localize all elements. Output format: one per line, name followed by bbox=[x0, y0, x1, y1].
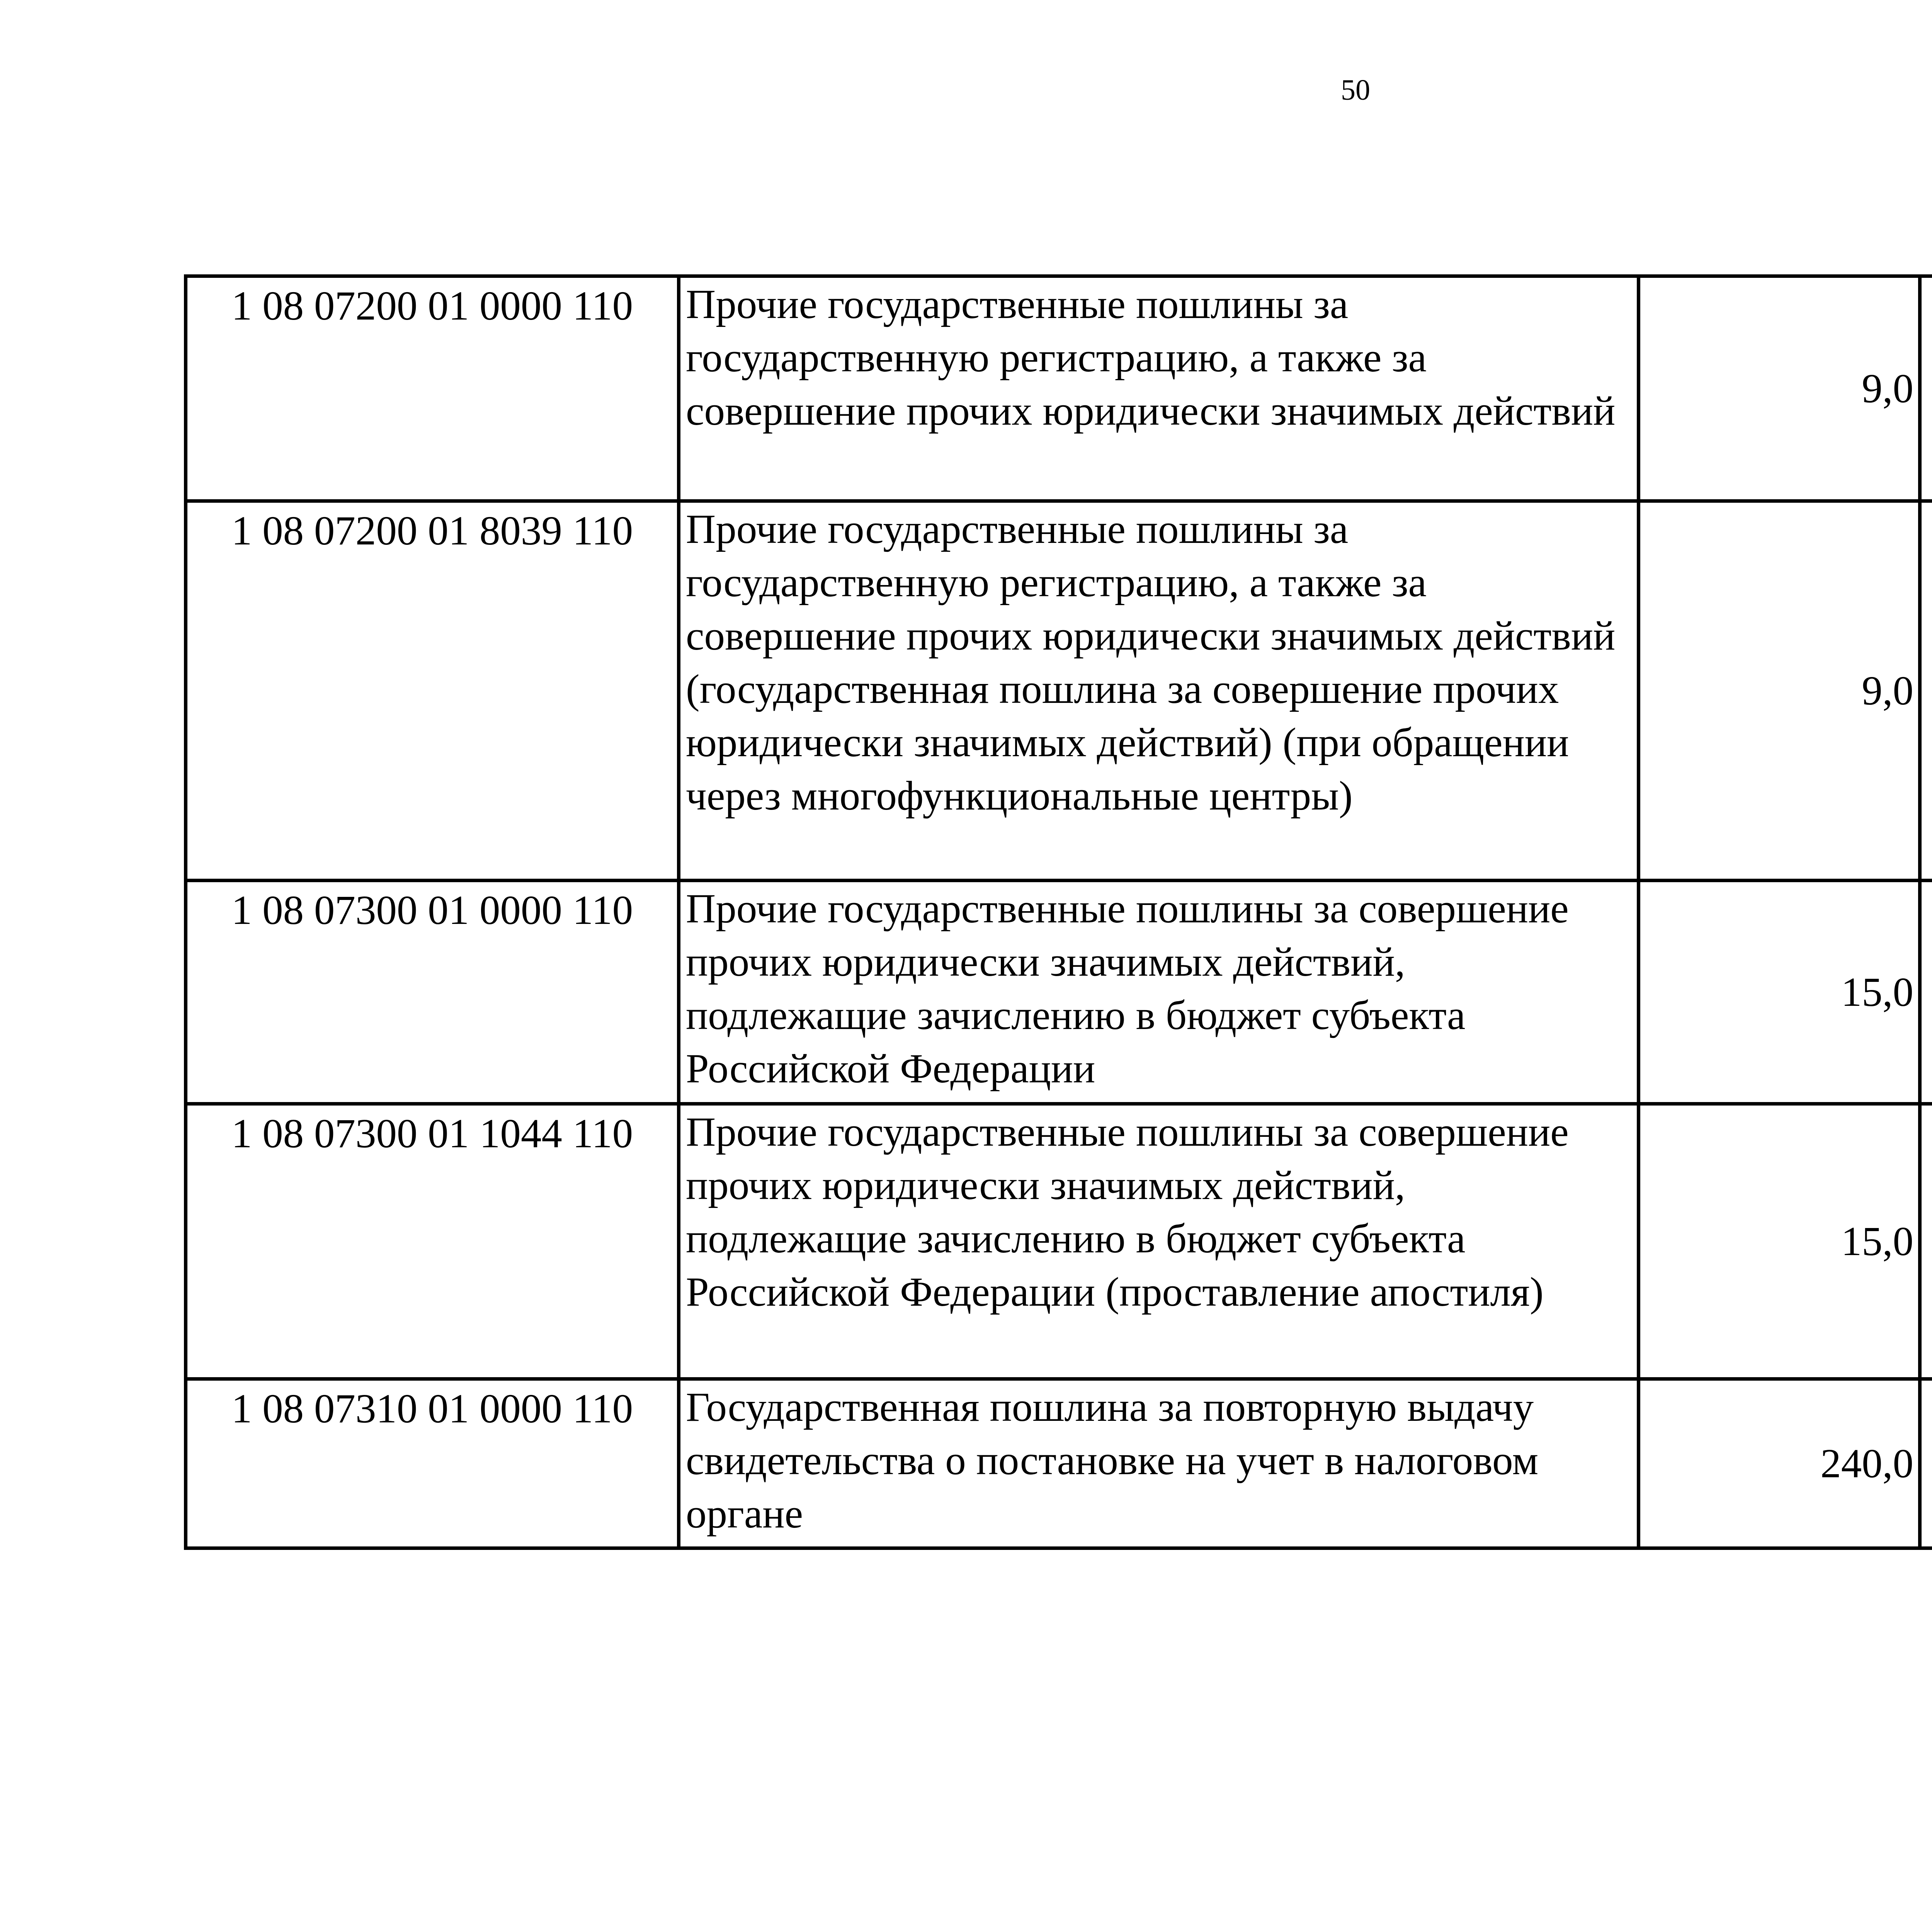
value-cell-2 bbox=[1920, 501, 1932, 881]
budget-table bbox=[184, 274, 1932, 1550]
value-cell-2 bbox=[1920, 1379, 1932, 1548]
description-cell: Государственная пошлина за повторную выдачу свидетельства о постановке на учет в налоговом органе bbox=[679, 1379, 1639, 1548]
description-cell: Прочие государственные пошлины за государственную регистрацию, а также за совершение прочих юридически значимых действий (государственная пошлина за совершение прочих юридически значимых действий) (при обращении через многофункциональные центры) bbox=[679, 501, 1639, 881]
description-cell: Прочие государственные пошлины за совершение прочих юридически значимых действий, подлежащие зачислению в бюджет субъекта Российской Федерации (проставление апостиля) bbox=[679, 1104, 1639, 1379]
table-row bbox=[186, 1104, 1932, 1379]
value-cell-2 bbox=[1920, 276, 1932, 501]
value-cell-2 bbox=[1920, 881, 1932, 1104]
budget-code-cell: 1 08 07200 01 8039 110 bbox=[186, 501, 679, 881]
value-cell-1: 9,0 bbox=[1639, 501, 1920, 881]
budget-code-cell: 1 08 07310 01 0000 110 bbox=[186, 1379, 679, 1548]
description-cell: Прочие государственные пошлины за совершение прочих юридически значимых действий, подлежащие зачислению в бюджет субъекта Российской Федерации bbox=[679, 881, 1639, 1104]
value-cell-2 bbox=[1920, 1104, 1932, 1379]
table-row bbox=[186, 1379, 1932, 1548]
budget-code-cell: 1 08 07200 01 0000 110 bbox=[186, 276, 679, 501]
description-cell: Прочие государственные пошлины за государственную регистрацию, а также за совершение прочих юридически значимых действий bbox=[679, 276, 1639, 501]
value-cell-1: 15,0 bbox=[1639, 1104, 1920, 1379]
budget-code-cell: 1 08 07300 01 1044 110 bbox=[186, 1104, 679, 1379]
table-row bbox=[186, 501, 1932, 881]
value-cell-1: 240,0 bbox=[1639, 1379, 1920, 1548]
table-row bbox=[186, 881, 1932, 1104]
table-row bbox=[186, 276, 1932, 501]
budget-code-cell: 1 08 07300 01 0000 110 bbox=[186, 881, 679, 1104]
value-cell-1: 15,0 bbox=[1639, 881, 1920, 1104]
page-number: 50 bbox=[1341, 74, 1370, 106]
value-cell-1: 9,0 bbox=[1639, 276, 1920, 501]
